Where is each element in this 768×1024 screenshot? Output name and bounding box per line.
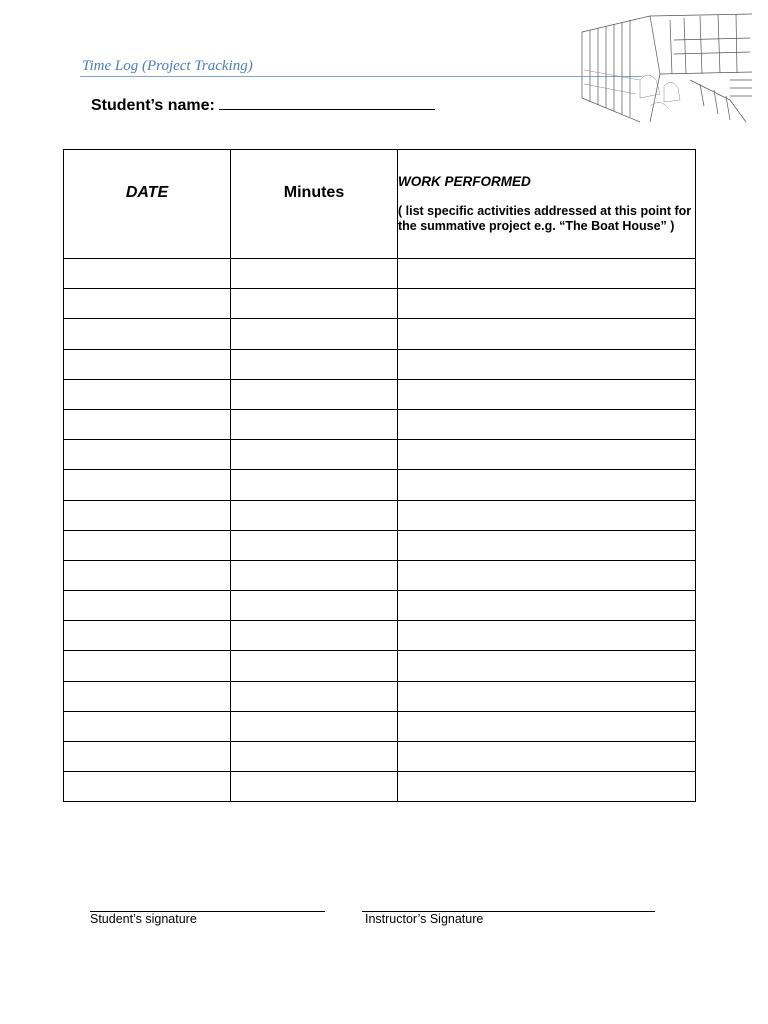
work-performed-note: ( list specific activities addressed at this point for the summative project e.g. “The Boat House” ) — [398, 204, 692, 233]
table-row — [64, 711, 696, 741]
work-cell[interactable] — [398, 259, 696, 289]
work-cell[interactable] — [398, 409, 696, 439]
date-cell[interactable] — [64, 289, 231, 319]
table-row — [64, 349, 696, 379]
date-cell[interactable] — [64, 621, 231, 651]
minutes-cell[interactable] — [231, 440, 398, 470]
student-name-field — [91, 95, 435, 115]
table-row — [64, 621, 696, 651]
work-cell[interactable] — [398, 349, 696, 379]
date-cell[interactable] — [64, 409, 231, 439]
table-row — [64, 409, 696, 439]
table-row — [64, 591, 696, 621]
minutes-cell[interactable] — [231, 379, 398, 409]
minutes-cell[interactable] — [231, 651, 398, 681]
table-row — [64, 319, 696, 349]
table-row — [64, 772, 696, 802]
minutes-cell[interactable] — [231, 530, 398, 560]
minutes-cell[interactable] — [231, 470, 398, 500]
work-cell[interactable] — [398, 772, 696, 802]
minutes-cell[interactable] — [231, 319, 398, 349]
minutes-cell[interactable] — [231, 621, 398, 651]
table-row — [64, 681, 696, 711]
date-cell[interactable] — [64, 742, 231, 772]
table-row — [64, 470, 696, 500]
work-cell[interactable] — [398, 621, 696, 651]
time-log-table — [63, 149, 696, 802]
work-cell[interactable] — [398, 440, 696, 470]
student-signature-label: Student’s signature — [90, 912, 197, 926]
table-row — [64, 289, 696, 319]
table-row — [64, 379, 696, 409]
date-cell[interactable] — [64, 681, 231, 711]
work-cell[interactable] — [398, 379, 696, 409]
table-row — [64, 440, 696, 470]
date-header — [64, 150, 231, 259]
minutes-header-label: Minutes — [283, 184, 345, 201]
minutes-cell[interactable] — [231, 289, 398, 319]
date-cell[interactable] — [64, 591, 231, 621]
architecture-sketch-image — [580, 10, 752, 126]
date-cell[interactable] — [64, 259, 231, 289]
work-cell[interactable] — [398, 289, 696, 319]
work-cell[interactable] — [398, 500, 696, 530]
minutes-cell[interactable] — [231, 500, 398, 530]
table-row — [64, 560, 696, 590]
title-rule — [80, 76, 642, 77]
work-cell[interactable] — [398, 742, 696, 772]
date-cell[interactable] — [64, 470, 231, 500]
minutes-cell[interactable] — [231, 591, 398, 621]
time-log-body — [64, 259, 696, 802]
date-cell[interactable] — [64, 772, 231, 802]
table-row — [64, 530, 696, 560]
date-cell[interactable] — [64, 379, 231, 409]
work-cell[interactable] — [398, 681, 696, 711]
minutes-cell[interactable] — [231, 349, 398, 379]
work-cell[interactable] — [398, 530, 696, 560]
work-performed-label: WORK PERFORMED — [398, 174, 531, 189]
date-cell[interactable] — [64, 500, 231, 530]
table-row — [64, 651, 696, 681]
date-cell[interactable] — [64, 530, 231, 560]
minutes-cell[interactable] — [231, 560, 398, 590]
minutes-cell[interactable] — [231, 259, 398, 289]
date-cell[interactable] — [64, 711, 231, 741]
instructor-signature-label: Instructor’s Signature — [365, 912, 484, 926]
date-cell[interactable] — [64, 349, 231, 379]
work-cell[interactable] — [398, 591, 696, 621]
table-header-row — [64, 150, 696, 259]
table-row — [64, 500, 696, 530]
table-row — [64, 742, 696, 772]
date-cell[interactable] — [64, 319, 231, 349]
work-cell[interactable] — [398, 711, 696, 741]
minutes-header — [231, 150, 398, 259]
document-title: Time Log (Project Tracking) — [82, 58, 253, 74]
work-cell[interactable] — [398, 470, 696, 500]
student-name-blank[interactable] — [219, 95, 435, 110]
minutes-cell[interactable] — [231, 711, 398, 741]
work-performed-header — [398, 150, 696, 259]
student-name-label: Student’s name: — [91, 97, 215, 114]
work-cell[interactable] — [398, 651, 696, 681]
minutes-cell[interactable] — [231, 409, 398, 439]
date-header-label: DATE — [125, 184, 169, 201]
work-cell[interactable] — [398, 319, 696, 349]
table-row — [64, 259, 696, 289]
date-cell[interactable] — [64, 440, 231, 470]
date-cell[interactable] — [64, 651, 231, 681]
minutes-cell[interactable] — [231, 681, 398, 711]
minutes-cell[interactable] — [231, 742, 398, 772]
minutes-cell[interactable] — [231, 772, 398, 802]
date-cell[interactable] — [64, 560, 231, 590]
work-cell[interactable] — [398, 560, 696, 590]
